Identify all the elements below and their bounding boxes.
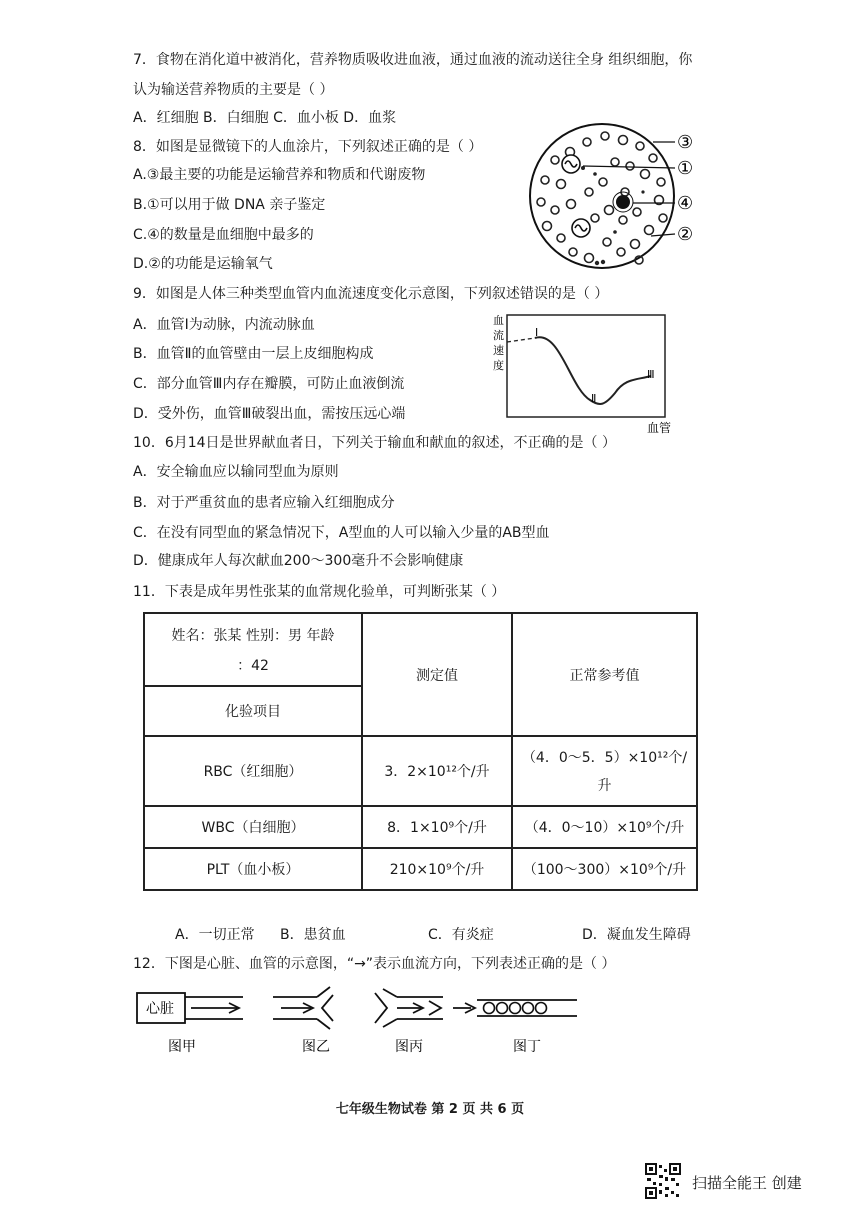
table-row bbox=[144, 848, 697, 890]
header-item: 化验项目 bbox=[144, 686, 362, 736]
graph-xlabel: 血管 bbox=[647, 421, 672, 435]
q8-option-d: D.②的功能是运输氧气 bbox=[133, 256, 273, 272]
caption-ding: 图丁 bbox=[513, 1039, 541, 1055]
scanner-watermark: 扫描全能王 创建 bbox=[692, 1174, 802, 1192]
q9-option-a: A．血管Ⅰ为动脉，内流动脉血 bbox=[133, 317, 315, 333]
row-reference: （4．0～10）×10⁹个/升 bbox=[512, 806, 697, 848]
q9-option-d: D．受外伤，血管Ⅲ破裂出血，需按压远心端 bbox=[133, 406, 406, 422]
row-reference-line1: （4．0～5．5）×10¹²个/ bbox=[521, 750, 688, 766]
q7-stem-line2: 认为输送营养物质的主要是（ ） bbox=[133, 82, 334, 98]
caption-jia: 图甲 bbox=[168, 1039, 196, 1055]
graph-ylabel-char: 度 bbox=[493, 359, 504, 372]
graph-ylabel-char: 流 bbox=[493, 329, 504, 342]
q10-option-b: B．对于严重贫血的患者应输入红细胞成分 bbox=[133, 495, 395, 511]
row-measured: 3．2×10¹²个/升 bbox=[362, 736, 512, 806]
table-row bbox=[144, 736, 697, 806]
q11-option-b: B．患贫血 bbox=[280, 927, 346, 943]
q10-option-c: C．在没有同型血的紧急情况下，A型血的人可以输入少量的AB型血 bbox=[133, 525, 550, 541]
blood-flow-graph bbox=[475, 308, 690, 438]
row-reference-line2: 升 bbox=[597, 778, 612, 794]
q8-option-a: A.③最主要的功能是运输营养和物质和代谢废物 bbox=[133, 167, 426, 183]
q8-option-b: B.①可以用于做 DNA 亲子鉴定 bbox=[133, 197, 326, 213]
q10-option-a: A．安全输血应以输同型血为原则 bbox=[133, 464, 339, 480]
caption-bing: 图丙 bbox=[395, 1039, 423, 1055]
table-row bbox=[144, 806, 697, 848]
header-measured: 测定值 bbox=[362, 613, 512, 736]
graph-point-3: Ⅲ bbox=[647, 368, 655, 381]
q7-stem-line1: 7．食物在消化道中被消化，营养物质吸收进血液，通过血液的流动送往全身 组织细胞，你 bbox=[133, 52, 693, 68]
q9-option-c: C．部分血管Ⅲ内存在瓣膜，可防止血液倒流 bbox=[133, 376, 405, 392]
q9-option-b: B．血管Ⅱ的血管壁由一层上皮细胞构成 bbox=[133, 346, 374, 362]
patient-info-cell bbox=[144, 613, 362, 686]
blood-smear-figure bbox=[525, 122, 735, 280]
q11-stem: 11．下表是成年男性张某的血常规化验单，可判断张某（ ） bbox=[133, 584, 506, 600]
patient-info-line2: ：42 bbox=[237, 657, 269, 674]
q8-option-c: C.④的数量是血细胞中最多的 bbox=[133, 227, 314, 243]
q11-option-d: D．凝血发生障碍 bbox=[582, 927, 691, 943]
q8-stem: 8．如图是显微镜下的人血涂片，下列叙述正确的是（ ） bbox=[133, 139, 483, 155]
q7-options: A．红细胞 B．白细胞 C．血小板 D．血浆 bbox=[133, 110, 397, 126]
row-measured: 210×10⁹个/升 bbox=[362, 848, 512, 890]
smear-label-2: ② bbox=[677, 224, 694, 245]
row-item: PLT（血小板） bbox=[144, 848, 362, 890]
header-reference: 正常参考值 bbox=[512, 613, 697, 736]
heart-label: 心脏 bbox=[146, 1001, 174, 1017]
q12-stem: 12．下图是心脏、血管的示意图，“→”表示血流方向，下列表述正确的是（ ） bbox=[133, 956, 616, 972]
q9-stem: 9．如图是人体三种类型血管内血流速度变化示意图，下列叙述错误的是（ ） bbox=[133, 286, 609, 302]
heart-vessel-diagram bbox=[125, 985, 595, 1065]
smear-label-3: ③ bbox=[677, 132, 694, 153]
q11-option-c: C．有炎症 bbox=[428, 927, 494, 943]
q10-option-d: D．健康成年人每次献血200～300毫升不会影响健康 bbox=[133, 553, 464, 569]
blood-test-table bbox=[143, 612, 698, 891]
smear-label-4: ④ bbox=[677, 193, 694, 214]
row-reference: （100～300）×10⁹个/升 bbox=[512, 848, 697, 890]
graph-ylabel-char: 速 bbox=[493, 344, 504, 357]
graph-point-1: Ⅰ bbox=[535, 326, 539, 339]
page-footer: 七年级生物试卷 第 2 页 共 6 页 bbox=[335, 1102, 525, 1117]
graph-point-2: Ⅱ bbox=[591, 392, 597, 405]
smear-label-1: ① bbox=[677, 158, 694, 179]
q10-stem: 10．6月14日是世界献血者日，下列关于输血和献血的叙述，不正确的是（ ） bbox=[133, 435, 616, 451]
row-item: RBC（红细胞） bbox=[144, 736, 362, 806]
graph-ylabel-char: 血 bbox=[493, 314, 504, 327]
row-reference bbox=[512, 736, 697, 806]
qr-code-icon bbox=[645, 1163, 681, 1199]
row-measured: 8．1×10⁹个/升 bbox=[362, 806, 512, 848]
caption-yi: 图乙 bbox=[302, 1039, 330, 1055]
row-item: WBC（白细胞） bbox=[144, 806, 362, 848]
q11-option-a: A．一切正常 bbox=[175, 927, 255, 943]
patient-info-line1: 姓名：张某 性别：男 年龄 bbox=[171, 627, 335, 644]
